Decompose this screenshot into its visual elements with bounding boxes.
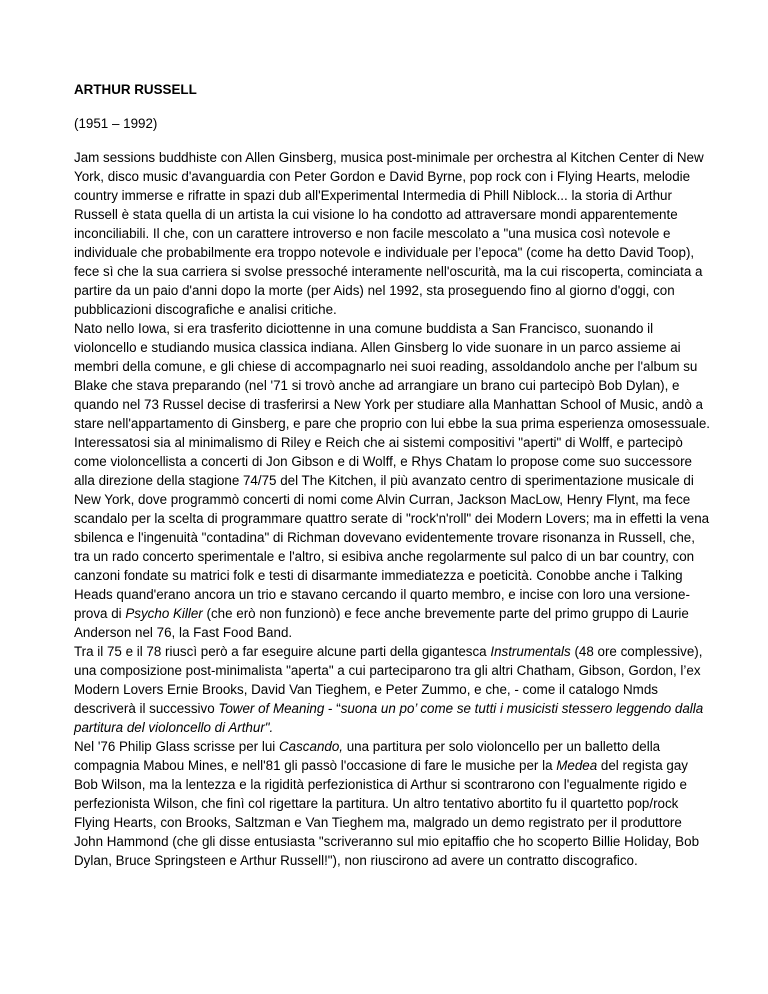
text-run: una partitura per solo violoncello per un balletto della compagnia Mabou Mines, e nell'81 gli passò l'occasione di fare le musiche per la: [74, 739, 661, 773]
text-run: Tra il 75 e il 78 riuscì però a far eseguire alcune parti della gigantesca: [74, 644, 491, 659]
body-text: [74, 148, 714, 870]
paragraph: [74, 642, 714, 737]
document-page: [74, 80, 714, 870]
text-run: Jam sessions buddhiste con Allen Ginsberg, musica post-minimale per orchestra al Kitchen Center di New York, disco music d'avanguardia con Peter Gordon e David Byrne, pop rock con i Flying Hearts, melodie country immerse e rifratte in spazi dub all'Experimental Intermedia di Phill Niblock... la storia di Arthur Russell è stata quella di un artista la cui visione lo ha condotto ad attraversare mondi apparentemente inconciliabili. Il che, con un carattere introverso e non facile mescolato a "una musica così notevole e individuale che probabilmente era troppo notevole e individuale per l’epoca" (come ha detto David Toop), fece sì che la sua carriera si svolse pressoché interamente nell'oscurità, ma la cui riscoperta, cominciata a partire da un paio d'anni dopo la morte (per Aids) nel 1992, sta proseguendo fino al giorno d'oggi, con pubblicazioni discografiche e analisi critiche.: [74, 150, 704, 317]
life-dates: (1951 – 1992): [74, 116, 158, 131]
paragraph: [74, 148, 714, 319]
italic-text: Cascando,: [278, 739, 344, 754]
italic-text: suona un po’ come se tutti i musicisti stessero leggendo dalla partitura del violoncello di Arthur".: [74, 701, 704, 735]
paragraph: [74, 737, 714, 870]
text-run: (che erò non funzionò) e fece anche brevemente parte del primo gruppo di Laurie Anderson nel 76, la Fast Food Band.: [74, 606, 689, 640]
document-title: ARTHUR RUSSELL: [74, 82, 197, 97]
text-run: - “: [324, 701, 341, 716]
text-run: del regista gay Bob Wilson, ma la lentezza e la rigidità perfezionistica di Arthur si scontrarono con l'egualmente rigido e perfezionista Wilson, che finì col rigettare la partitura. Un altro tentativo abortito fu il quartetto pop/rock Flying Hearts, con Brooks, Saltzman e Van Tieghem ma, malgrado un demo registrato per il produttore John Hammond (che gli disse entusiasta "scriveranno sul mio epitaffio che ho scoperto Billie Holiday, Bob Dylan, Bruce Springsteen e Arthur Russell!"), non riuscirono ad avere un contratto discografico.: [74, 758, 700, 868]
italic-text: Instrumentals: [490, 644, 571, 659]
text-run: Nel '76 Philip Glass scrisse per lui: [74, 739, 279, 754]
paragraph: [74, 319, 714, 642]
text-run: (48 ore complessive), una composizione post-minimalista "aperta" a cui parteciparono tra gli altri Chatham, Gibson, Gordon, l’ex Modern Lovers Ernie Brooks, David Van Tieghem, e Peter Zummo, e che, - come il catalogo Nmds descriverà il successivo: [74, 644, 703, 716]
italic-text: Psycho Killer: [125, 606, 203, 621]
italic-text: Tower of Meaning: [218, 701, 325, 716]
text-run: Nato nello Iowa, si era trasferito diciottenne in una comune buddista a San Francisco, suonando il violoncello e studiando musica classica indiana. Allen Ginsberg lo vide suonare in un parco assieme ai membri della comune, e gli chiese di accompagnarlo nei suoi reading, assoldandolo anche per l'album su Blake che stava preparando (nel '71 si trovò anche ad arrangiare un brano cui partecipò Bob Dylan), e quando nel 73 Russel decise di trasferirsi a New York per studiare alla Manhattan School of Music, andò a stare nell'appartamento di Ginsberg, e pare che proprio con lui ebbe la sua prima esperienza omosessuale. Interessatosi sia al minimalismo di Riley e Reich che ai sistemi compositivi "aperti" di Wolff, e partecipò come violoncellista a concerti di Jon Gibson e di Wolff, e Rhys Chatam lo propose come suo successore alla direzione della stagione 74/75 del The Kitchen, il più avanzato centro di sperimentazione musicale di New York, dove programmò concerti di nomi come Alvin Curran, Jackson MacLow, Henry Flynt, ma fece scandalo per la scelta di programmare quattro serate di "rock'n'roll" dei Modern Lovers; ma in effetti la vena sbilenca e l'ingenuità "contadina" di Richman dovevano evidentemente trovare risonanza in Russell, che, tra un rado concerto sperimentale e l'altro, si esibiva anche regolarmente sul palco di un bar country, con canzoni fondate su matrici folk e testi di disarmante immediatezza e poeticità. Conobbe anche i Talking Heads quand'erano ancora un trio e stavano cercando il quarto membro, e incise con loro una versione-prova di: [74, 321, 711, 621]
italic-text: Medea: [556, 758, 598, 773]
